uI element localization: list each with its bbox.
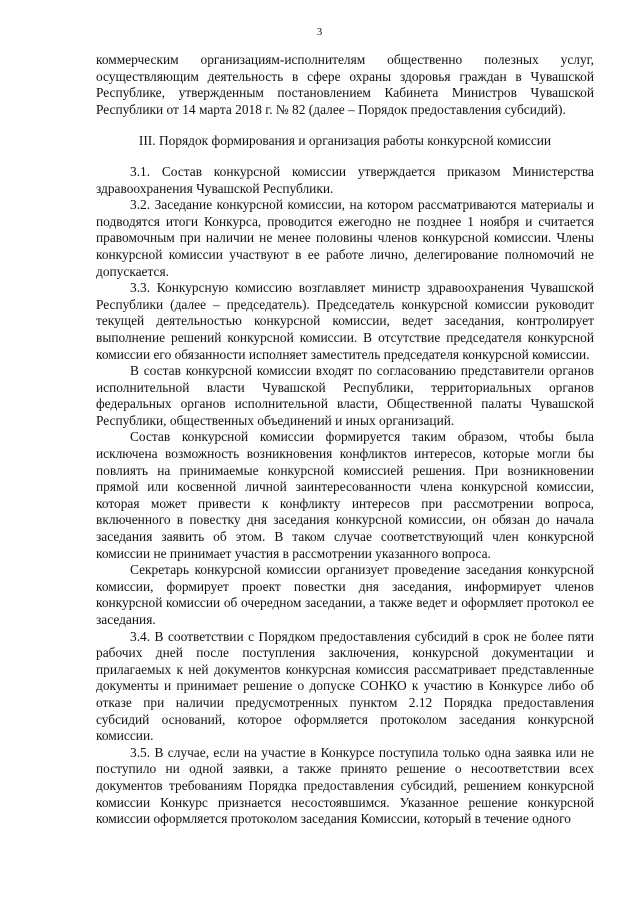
paragraph-continued: коммерческим организациям-исполнителям общественно полезных услуг, осуществляющим деятельность в сфере охраны здоровья граждан в Чувашской Республике, утвержденным постановлением Кабинета Министров Чувашской Республики от 14 марта 2018 г. № 82 (далее – Порядок предоставления субсидий). <box>96 52 594 117</box>
paragraph-3-5: 3.5. В случае, если на участие в Конкурсе поступила только одна заявка или не поступило ни одной заявки, а также принято решение о несоответствии всех документов требованиям Порядка предоставления субсидий, решением конкурсной комиссии Конкурс признается несостоявшимся. Указанное решение конкурсной комиссии оформляется протоколом заседания Комиссии, который в течение одного <box>96 744 594 827</box>
section-heading: III. Порядок формирования и организация работы конкурсной комиссии <box>138 133 552 149</box>
paragraph-3-2: 3.2. Заседание конкурсной комиссии, на котором рассматриваются материалы и подводятся итоги Конкурса, проводится ежегодно не позднее 1 ноября и считается правомочным при наличии не менее половины членов конкурсной комиссии. Члены конкурсной комиссии участвуют в ее работе лично, делегирование полномочий не допускается. <box>96 197 594 279</box>
paragraph-3-1: 3.1. Состав конкурсной комиссии утверждается приказом Министерства здравоохранения Чувашской Республики. <box>96 163 594 196</box>
paragraph-3-4: 3.4. В соответствии с Порядком предоставления субсидий в срок не более пяти рабочих дней после поступления заключения, конкурсной документации и прилагаемых к ней документов конкурсная комиссия рассматривает представленные документы и принимает решение о допуске СОНКО к участию в Конкурсе либо об отказе при наличии предусмотренных пунктом 2.12 Порядка предоставления субсидий оснований, которое оформляется протоколом заседания конкурсной комиссии. <box>96 628 594 744</box>
page-number: 3 <box>316 26 323 38</box>
document-body <box>96 52 594 828</box>
paragraph-3-3: 3.3. Конкурсную комиссию возглавляет министр здравоохранения Чувашской Республики (далее – председатель). Председатель конкурсной комиссии руководит текущей деятельностью конкурсной комиссии, ведет заседания, контролирует выполнение решений конкурсной комиссии. В отсутствие председателя конкурсной комиссии его обязанности исполняет заместитель председателя конкурсной комиссии. <box>96 280 594 362</box>
paragraph-secretary: Секретарь конкурсной комиссии организует проведение заседания конкурсной комиссии, формирует проект повестки дня заседания, информирует членов конкурсной комиссии об очередном заседании, а также ведет и оформляет протокол ее заседания. <box>96 562 594 627</box>
paragraph-conflict-of-interest: Состав конкурсной комиссии формируется таким образом, чтобы была исключена возможность возникновения конфликтов интересов, которые могли бы повлиять на принимаемые конкурсной комиссией решения. При возникновении прямой или косвенной личной заинтересованности члена конкурсной комиссии, которая может привести к конфликту интересов при рассмотрении вопроса, включенного в повестку дня заседания конкурсной комиссии, он обязан до начала заседания заявить об этом. В таком случае соответствующий член конкурсной комиссии не принимает участия в рассмотрении указанного вопроса. <box>96 429 594 561</box>
paragraph-commission-composition: В состав конкурсной комиссии входят по согласованию представители органов исполнительной власти Чувашской Республики, территориальных органов федеральных органов исполнительной власти, Общественной палаты Чувашской Республики, общественных объединений и иных организаций. <box>96 363 594 428</box>
